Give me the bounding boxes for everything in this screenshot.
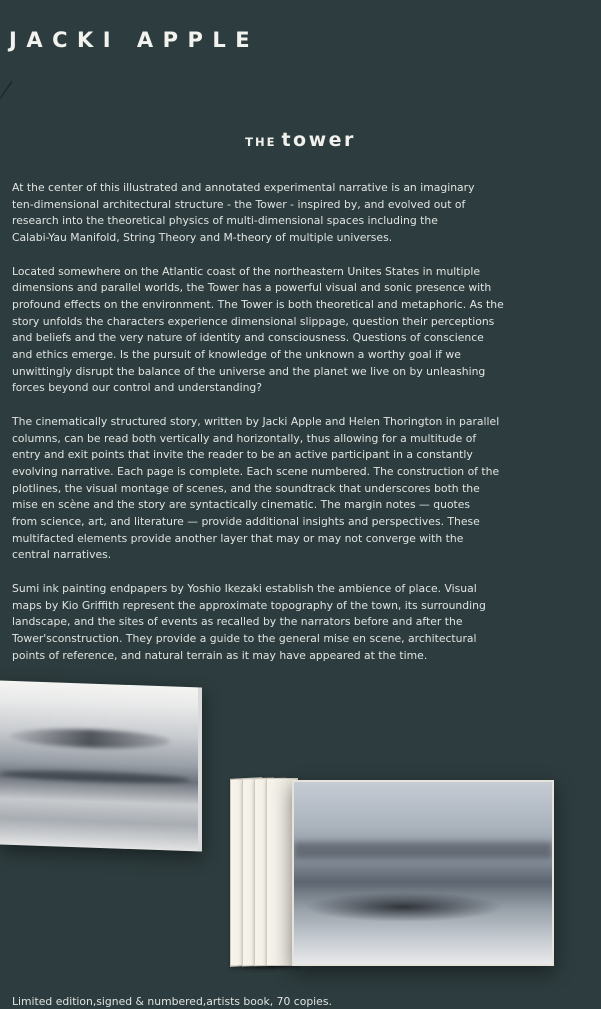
page-title-main: tower [281,129,356,151]
ink-stroke [10,727,170,751]
page-title [0,124,601,152]
site-title[interactable]: JACKI APPLE [9,28,260,52]
edition-note: Limited edition,signed & numbered,artists book, 70 copies. [12,995,332,1008]
swoosh-decoration-icon [0,78,12,100]
description-text [12,180,594,681]
book-photo-endpaper [0,680,202,851]
ink-stroke [0,768,190,785]
paragraph-location: Located somewhere on the Atlantic coast of the northeastern Unites States in multiple dimensions and parallel worlds, the Tower has a powerful visual and sonic presence with profound effects on the environment. The Tower is both theoretical and metaphoric. As the story unfolds the characters experience dimensional slippage, question their perceptions and beliefs and the very nature of identity and consciousness. Questions of conscience and ethics emerge. Is the pursuit of knowledge of the unknown a worthy goal if we unwittingly disrupt the balance of the universe and the planet we live on by unleashing forces beyond our control and understanding? [12,264,504,395]
paragraph-intro: At the center of this illustrated and annotated experimental narrative is an imaginary ten-dimensional architectural structure - the Tower - inspired by, and evolved out of research into the theoretical physics of multi-dimensional spaces including the Calabi-Yau Manifold, String Theory and M-theory of multiple universes. [12,181,475,245]
page-title-prefix: THE [245,135,277,149]
ink-stroke [304,892,504,922]
book-photo-open [292,780,554,966]
ink-stroke [294,842,552,858]
paragraph-endpapers: Sumi ink painting endpapers by Yoshio Ikezaki establish the ambience of place. Visual maps by Kio Griffith represent the approximate topography of the town, its surrounding landscape, and the sites of events as recalled by the narrators before and after the Tower'sconstruction. They provide a guide to the general mise en scene, architectural points of reference, and natural terrain as it may have appeared at the time. [12,581,486,662]
paragraph-structure: The cinematically structured story, written by Jacki Apple and Helen Thorington in parallel columns, can be read both vertically and horizontally, thus allowing for a multitude of entry and exit points that invite the reader to be an active participant in a constantly evolving narrative. Each page is complete. Each scene numbered. The construction of the plotlines, the visual montage of scenes, and the soundtrack that underscores both the mise en scène and the story are syntactically cinematic. The margin notes — quotes from science, art, and literature — provide additional insights and perspectives. These multifacted elements provide another layer that may or may not converge with the central narratives. [12,414,500,562]
